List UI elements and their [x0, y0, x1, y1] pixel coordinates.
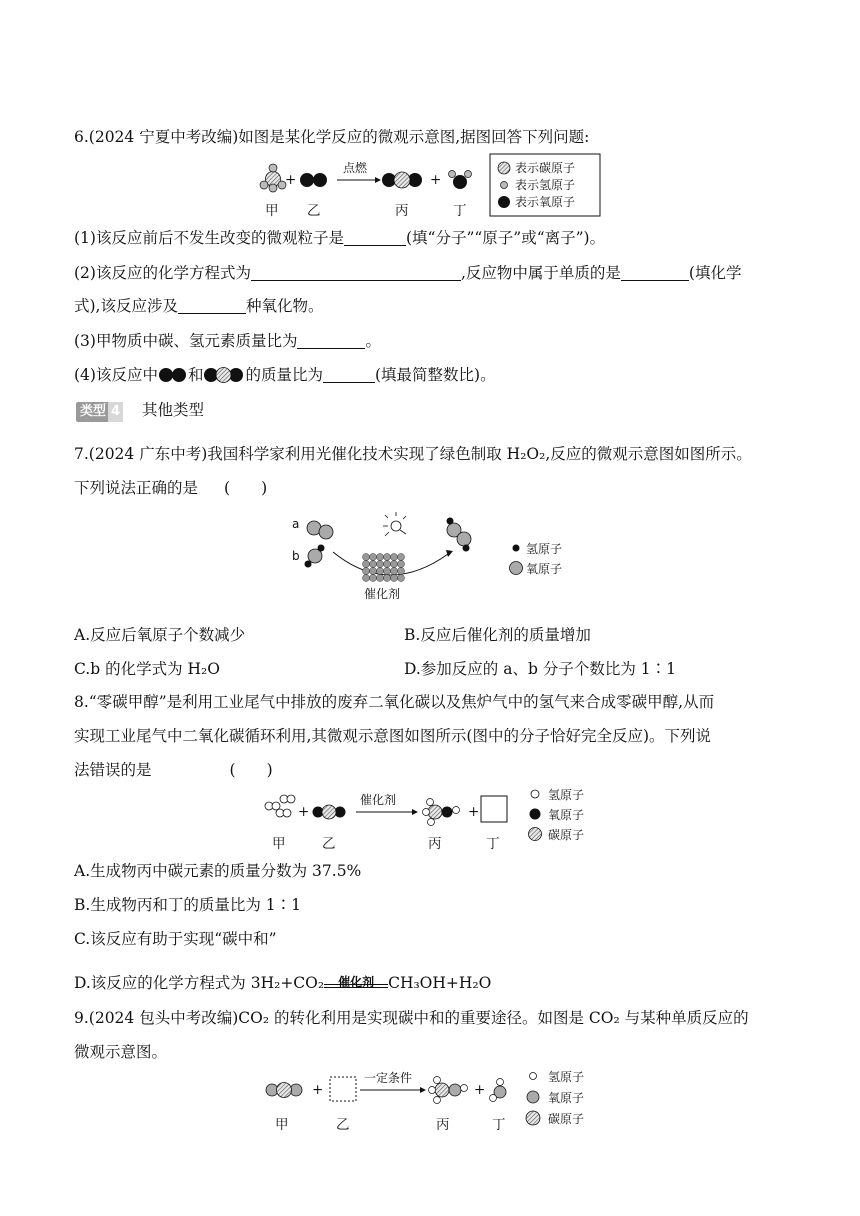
- o2-molecule-icon: [158, 367, 188, 383]
- q8-empty-box: [481, 796, 507, 822]
- q8-molecule-jia: [265, 795, 295, 817]
- q8-option-d[interactable]: D.该反应的化学方程式为 3H₂+CO₂ 催化剂 CH₃OH+H₂O: [74, 974, 492, 992]
- q6-molecule-jia: [260, 164, 286, 192]
- q9-legend-carbon: 碳原子: [548, 1112, 585, 1126]
- q8-legend-oxygen: 氧原子: [548, 808, 585, 822]
- q7-option-d[interactable]: D.参加反应的 a、b 分子个数比为 1∶1: [404, 660, 676, 678]
- q9-name-yi: 乙: [336, 1117, 350, 1133]
- q8-legend-hydrogen: 氢原子: [548, 788, 585, 802]
- q6-part1: (1)该反应前后不发生改变的微观粒子是 (填“分子”“原子”或“离子”)。: [74, 229, 606, 247]
- co2-molecule-icon: [203, 367, 245, 383]
- section-title: 其他类型: [142, 401, 205, 419]
- q8-name-jia: 甲: [272, 836, 286, 852]
- svg-text:+: +: [285, 172, 297, 188]
- section-tag: 类型: [76, 402, 110, 422]
- q6-part3: (3)甲物质中碳、氢元素质量比为 。: [74, 332, 381, 350]
- section-header: [76, 400, 204, 422]
- q8-name-ding: 丁: [486, 836, 500, 852]
- q7-option-c[interactable]: C.b 的化学式为 H₂O: [74, 660, 220, 678]
- light-bulb-icon: [383, 512, 406, 536]
- q6-name-yi: 乙: [307, 203, 321, 219]
- section-number: 4: [108, 402, 123, 422]
- q8-name-bing: 丙: [428, 836, 442, 852]
- q6-figure: [255, 152, 605, 220]
- answer-blank[interactable]: [621, 264, 689, 281]
- q9-name-bing: 丙: [436, 1117, 450, 1133]
- q7-catalyst-label: 催化剂: [364, 587, 401, 601]
- q6-molecule-ding: [449, 171, 472, 190]
- q6-name-jia: 甲: [265, 203, 279, 219]
- q9-name-jia: 甲: [275, 1117, 289, 1133]
- svg-text:+: +: [430, 172, 442, 188]
- q7-label-a: a: [292, 517, 300, 531]
- q6-legend-hydrogen: 表示氢原子: [515, 178, 576, 192]
- q8-molecule-yi: [313, 805, 346, 819]
- q8-stem-1: 8.“零碳甲醇”是利用工业尾气中排放的废弃二氧化碳以及焦炉气中的氢气来合成零碳甲醇,从而: [74, 693, 715, 711]
- q9-arrow-condition: 一定条件: [364, 1071, 413, 1085]
- q7-figure: [288, 512, 578, 602]
- q6-legend-carbon: 表示碳原子: [515, 161, 576, 175]
- q9-name-ding: 丁: [492, 1117, 506, 1133]
- q7-stem-2: 下列说法正确的是 ( ): [74, 479, 268, 497]
- q6-part2-cont: 式),该反应涉及 种氧化物。: [74, 297, 324, 315]
- q7-legend-hydrogen: 氢原子: [526, 542, 563, 556]
- q6-part4: (4)该反应中 和 的质量比为 (填最简整数比)。: [74, 366, 496, 384]
- q6-name-bing: 丙: [395, 203, 409, 219]
- svg-text:+: +: [474, 1082, 486, 1098]
- q8-figure: [260, 788, 605, 854]
- q8-legend-carbon: 碳原子: [548, 828, 585, 842]
- q6-stem: 6.(2024 宁夏中考改编)如图是某化学反应的微观示意图,据图回答下列问题:: [74, 128, 590, 146]
- q8-option-b[interactable]: B.生成物丙和丁的质量比为 1∶1: [74, 896, 301, 914]
- q8-stem-3: 法错误的是 ( ): [74, 761, 273, 779]
- q8-stem-2: 实现工业尾气中二氧化碳循环利用,其微观示意图如图所示(图中的分子恰好完全反应)。下列说: [74, 727, 712, 745]
- q8-answer-paren[interactable]: ( ): [229, 761, 273, 779]
- q6-name-ding: 丁: [453, 203, 467, 219]
- answer-blank[interactable]: [178, 297, 246, 314]
- q7-stem-1: 7.(2024 广东中考)我国科学家利用光催化技术实现了绿色制取 H₂O₂,反应的微观示意图如图所示。: [74, 445, 752, 463]
- svg-text:+: +: [468, 804, 480, 820]
- q9-stem-2: 微观示意图。: [74, 1043, 168, 1061]
- q7-answer-paren[interactable]: ( ): [224, 479, 268, 497]
- catalyst-grid-icon: [363, 554, 405, 582]
- q9-stem-1: 9.(2024 包头中考改编)CO₂ 的转化利用是实现碳中和的重要途径。如图是 CO₂ 与某种单质反应的: [74, 1009, 749, 1027]
- q9-figure: [260, 1066, 605, 1136]
- q9-dashed-box: [330, 1077, 356, 1101]
- q6-part2: (2)该反应的化学方程式为 ,反应物中属于单质的是 (填化学: [74, 264, 742, 282]
- answer-blank[interactable]: [344, 229, 406, 246]
- q9-legend-oxygen: 氧原子: [548, 1091, 585, 1105]
- q6-arrow-condition: 点燃: [343, 161, 368, 175]
- q8-arrow-condition: 催化剂: [360, 793, 397, 807]
- q7-legend-oxygen: 氧原子: [526, 562, 563, 576]
- svg-text:+: +: [298, 804, 310, 820]
- q9-molecule-jia: [266, 1083, 302, 1098]
- answer-blank[interactable]: [297, 332, 365, 349]
- answer-blank[interactable]: [251, 264, 461, 281]
- q8-option-c[interactable]: C.该反应有助于实现“碳中和”: [74, 930, 277, 948]
- q9-molecule-ding: [490, 1079, 507, 1102]
- svg-text:+: +: [312, 1082, 324, 1098]
- q9-molecule-bing: [429, 1077, 468, 1104]
- q9-legend-hydrogen: 氢原子: [548, 1070, 585, 1084]
- q6-molecule-bing: [382, 172, 422, 188]
- answer-blank[interactable]: [323, 366, 375, 383]
- q6-molecule-yi: [300, 173, 327, 187]
- q8-equation-condition: 催化剂: [338, 975, 375, 989]
- q8-name-yi: 乙: [322, 836, 336, 852]
- q8-option-a[interactable]: A.生成物丙中碳元素的质量分数为 37.5%: [74, 862, 362, 880]
- q6-legend-oxygen: 表示氧原子: [515, 195, 576, 209]
- q7-label-b: b: [292, 549, 300, 563]
- q7-option-b[interactable]: B.反应后催化剂的质量增加: [404, 626, 591, 644]
- q7-option-a[interactable]: A.反应后氧原子个数减少: [74, 626, 246, 644]
- q8-molecule-bing: [423, 799, 460, 826]
